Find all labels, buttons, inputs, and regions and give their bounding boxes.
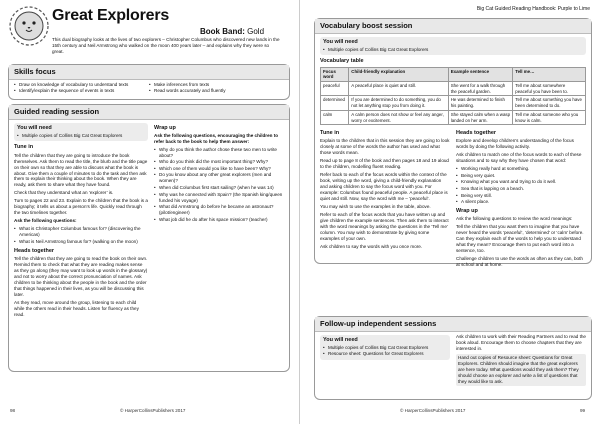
skills-list-1	[14, 82, 149, 95]
skills-heading: Skills focus	[9, 65, 289, 80]
list-item: • Sea that is lapping on a beach.	[456, 186, 586, 192]
list-item: • Which one of them would you like to have been? Why?	[154, 166, 284, 172]
list-item: • Identify/explain the sequence of events in texts	[14, 88, 149, 94]
wrap-up-heading: Wrap up	[456, 208, 478, 215]
list-item: • What is Neil Armstrong famous for? (walking on the moon)	[14, 239, 148, 245]
tune-in-heading: Tune in	[14, 144, 34, 151]
page-number-right: 99	[580, 408, 586, 413]
list-item: • Multiple copies of Collins Big Cat Great Explorers	[17, 133, 145, 139]
you-will-need: You will need • Multiple copies of Collins Big Cat Great Explorers	[14, 123, 148, 142]
list-item: • A silent place.	[456, 199, 586, 205]
follow-up-heading: Follow-up independent sessions	[315, 317, 591, 332]
table-header-row: Focus word Child-friendly explanation Example sentence Tell me…	[321, 67, 586, 81]
page-number-left: 98	[10, 408, 16, 413]
skills-focus-box	[8, 64, 290, 100]
skills-list-2	[149, 82, 284, 95]
heads-together-heading: Heads together	[14, 247, 55, 254]
wrap-up-heading: Wrap up	[154, 124, 176, 131]
list-item: • Why was he connected with Spain? (the Spanish king/queen funded his voyage)	[154, 192, 284, 204]
list-item: • What job did he do after his space mission? (teacher)	[154, 217, 284, 223]
lion-icon	[8, 4, 50, 48]
list-item: • Do you know about any other great explorers (men and women)?	[154, 172, 284, 184]
heads-together-heading: Heads together	[456, 130, 497, 137]
list-item: • When did Columbus first start sailing? (when he was 14)	[154, 185, 284, 191]
guided-reading-box: Guided reading session You will need • Multiple copies of Collins Big Cat Great Explorers Tune in Tell the children that they are going to introduce the book themselves. Ask them to read the title, the blurb and the title page on their own so that they are able to discuss what the book is about. Give them a couple of minutes to do the task and then ask them to explain their thinking about the book. When they are ready, ask them to share what they have found. Check that they understand what an ‘explorer’ is. Turn to pages 22 and 23. Explain to the children that the book is a biography; it tells us about a person’s life. Quickly read through the two timelines together. Ask the following questions: • What is Christopher Columbus famous for? (discovering the Americas) • What is Neil Armstrong famous for? (walking on the moon) Heads together Tell the children that they are going to read the book on their own. Remind them to check that what they are reading makes sense as they go along (they may want to look up words in the glossary) and not to worry about the correct pronunciation of names. Ask children to be thinking about the people in the book and the order that things happened in their lives, as you will be discussing this later. As they read, move around the group, listening to each child while the others read in their heads. Listen for fluency as they read. Wrap up Ask the following questions, encouraging the children to refer back to the book to help them answer: • Why do you think the author chose these two men to write about? • Who do you think did the most important thing? Why? • Which one of them would you like to have been? Why? • Do you know about any other great explorers (men and women)? • When did Columbus first start sailing? (when he was 14) • Why was he connected with Spain? (the Spanish king/queen funded his voyage) • What did Armstrong do before he became an astronaut? (pilot/engineer) • What job did he do after his space mission? (teacher)	[8, 104, 290, 372]
copyright-left: © HarperCollinsPublishers 2017	[120, 408, 186, 413]
list-item: • Read words accurately and fluently	[149, 88, 284, 94]
list-item: • What did Armstrong do before he became an astronaut? (pilot/engineer)	[154, 204, 284, 216]
vocabulary-table	[320, 67, 586, 126]
vocabulary-boost-box: Vocabulary boost session You will need • Multiple copies of Collins Big Cat Great Explorers Vocabulary table Focus word Child-friendly explanation Example sentence Tell me… peaceful A peaceful place is quiet and still. She went for a walk through the peaceful garden. Tell me about somewhere peaceful you have been to. determined If you are determined to do something, you do not let anything stop you from doing it. He was determined to finish his painting. Tell me about something you have been determined to do. calm A calm person does not show or feel any anger, worry or excitement. She stayed calm when a wasp landed on her arm. Tell me about someone who you know is calm. Tune in Explain to the children that in this session they are going to look closely at some of the words the author has used and what those words mean. Read up to page 8 of the book and then pages 18 and 19 aloud to the children, modelling fluent reading. Refer back to each of the focus words within the context of the book, writing up the word, giving a child-friendly explanation and asking children to say the focus word with you. For example: Columbus found peaceful people. A peaceful place is quiet and still. Now, say the word with me – ‘peaceful’. You may wish to use the examples in the table, above. Refer to each of the focus words that you have written up and give children the example sentences. Then ask them to interact with the word meanings by asking the questions in the ‘Tell me’ column. You may wish to demonstrate by giving some examples of your own. Ask children to say the words with you once more. Heads together Explore and develop children’s understanding of the focus words by doing the following activity. Ask children to match one of the focus words to each of these situations and to say why they have chosen that word: • Working really hard at something. • Being very quiet. • Knowing what you want and trying to do it well. • Sea that is lapping on a beach. • Being very still. • A silent place. Wrap up Ask the following questions to review the word meanings: Tell the children that you want them to imagine that you have never heard the words ‘peaceful’, ‘determined’ or ‘calm’ before. Can they explain each of the words to help you to understand what they mean? Encourage them to put each word into a sentence, too. Challenge children to use the words as often as they can, both at school and at home.	[314, 18, 592, 264]
list-item: • Draw on knowledge of vocabulary to understand texts	[14, 82, 149, 88]
you-will-need: You will need • Multiple copies of Collins Big Cat Great Explorers	[320, 37, 586, 56]
list-item: • What is Christopher Columbus famous for? (discovering the Americas)	[14, 226, 148, 238]
list-item: • Resource sheet: Questions for Great Explorers	[323, 351, 447, 357]
handbook-title: Big Cat Guided Reading Handbook: Purple to Lime	[476, 6, 590, 12]
page-title: Great Explorers	[52, 7, 170, 24]
list-item: • Knowing what you want and trying to do it well.	[456, 179, 586, 185]
wrap-up-list	[154, 147, 284, 223]
book-band: Book Band: Gold	[200, 27, 265, 36]
right-page	[300, 0, 600, 424]
list-item: • Why do you think the author chose these two men to write about?	[154, 147, 284, 159]
list-item: • Being very quiet.	[456, 173, 586, 179]
list-item: • Make inferences from texts	[149, 82, 284, 88]
vocab-table-heading: Vocabulary table	[320, 58, 364, 65]
copyright-right: © HarperCollinsPublishers 2017	[400, 408, 466, 413]
follow-up-box: Follow-up independent sessions You will need • Multiple copies of Collins Big Cat Great Explorers • Resource sheet: Questions for Great Explorers Ask children to work with their Reading Partners and to read the book aloud. Encourage them to choose chapters that they are interested in. Hand out copies of Resource sheet: Questions for Great Explorers. Children should imagine that the great explorers are here today. What questions would they ask them? They should choose an explorer and write a list of questions that they would like to ask.	[314, 316, 592, 400]
table-row: determined If you are determined to do something, you do not let anything stop you from doing it. He was determined to finish his painting. Tell me about something you have been determined to do.	[321, 96, 586, 110]
tune-in-heading: Tune in	[320, 130, 340, 137]
list-item: • Working really hard at something.	[456, 166, 586, 172]
list-item: • Multiple copies of Collins Big Cat Great Explorers	[323, 345, 447, 351]
list-item: • Multiple copies of Collins Big Cat Great Explorers	[323, 47, 583, 53]
list-item: • Being very still.	[456, 193, 586, 199]
guided-heading: Guided reading session	[9, 105, 289, 120]
list-item: • Who do you think did the most important thing? Why?	[154, 159, 284, 165]
table-row: calm A calm person does not show or feel any anger, worry or excitement. She stayed calm when a wasp landed on her arm. Tell me about someone who you know is calm.	[321, 110, 586, 124]
situations-list	[456, 166, 586, 205]
you-will-need: You will need • Multiple copies of Collins Big Cat Great Explorers • Resource sheet: Questions for Great Explorers	[320, 335, 450, 360]
table-row: peaceful A peaceful place is quiet and still. She went for a walk through the peaceful garden. Tell me about somewhere peaceful you have been to.	[321, 82, 586, 96]
vocab-heading: Vocabulary boost session	[315, 19, 591, 34]
intro-text: This dual biography looks at the lives of two explorers – Christopher Columbus who discovered new lands in the 15th century and Neil Armstrong who walked on the moon 400 years later – and explains why they were so great.	[52, 37, 280, 54]
